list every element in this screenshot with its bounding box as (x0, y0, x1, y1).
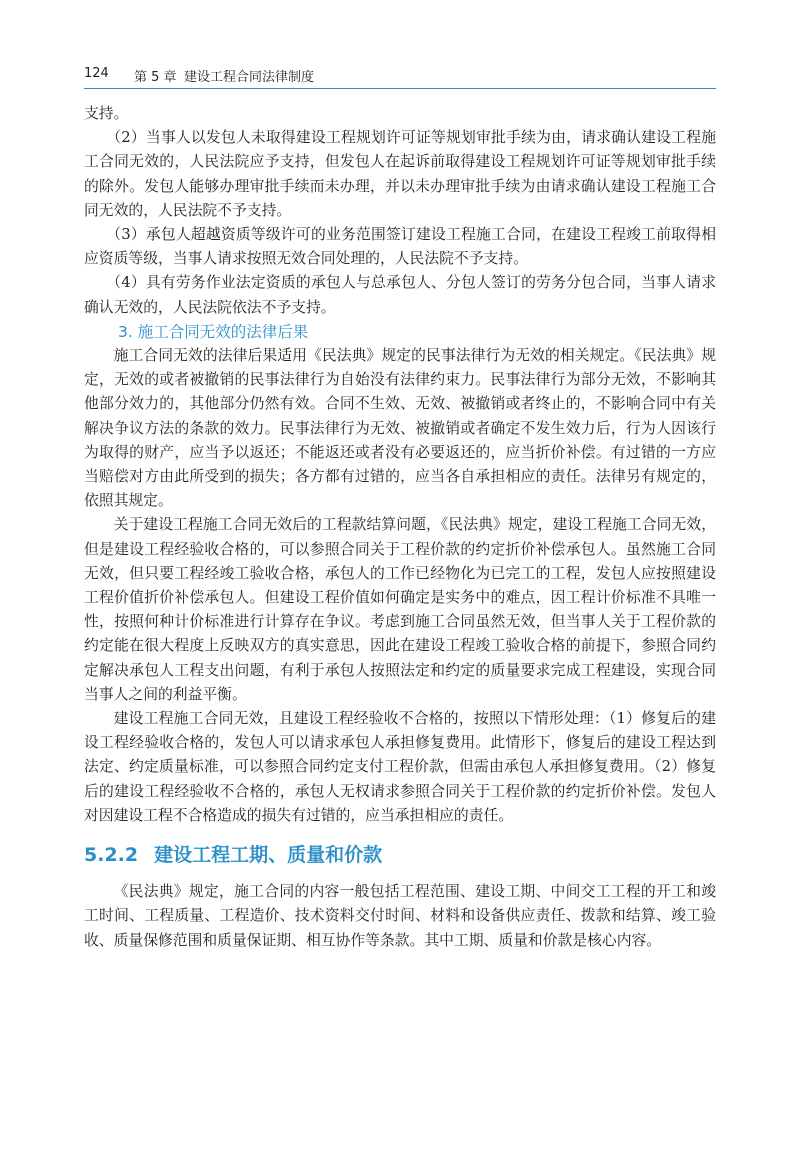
paragraph-unqualified-handling: 建设工程施工合同无效，且建设工程经验收不合格的，按照以下情形处理：（1）修复后的建设工程经验收合格的，发包人可以请求承包人承担修复费用。此情形下，修复后的建设工程达到法定、约定质量标准，可以参照合同约定支付工程价款，但需由承包人承担修复费用。（2）修复后的建设工程经验收不合格的，承包人无权请求参照合同关于工程价款的约定折价补偿。发包人对因建设工程不合格造成的损失有过错的，应当承担相应的责任。 (84, 710, 716, 824)
paragraph-contract-content: 《民法典》规定，施工合同的内容一般包括工程范围、建设工期、中间交工工程的开工和竣工时间、工程质量、工程造价、技术资料交付时间、材料和设备供应责任、拨款和结算、竣工验收、质量保修范围和质量保证期、相互协作等条款。其中工期、质量和价款是核心内容。 (84, 883, 716, 949)
paragraph-item-4: （4）具有劳务作业法定资质的承包人与总承包人、分包人签订的劳务分包合同，当事人请求确认无效的，人民法院依法不予支持。 (84, 274, 716, 316)
subsection-heading: 3. 施工合同无效的法律后果 (118, 322, 309, 341)
section-heading (84, 840, 716, 870)
paragraph-item-2: （2）当事人以发包人未取得建设工程规划许可证等规划审批手续为由，请求确认建设工程施工合同无效的，人民法院应予支持，但发包人在起诉前取得建设工程规划许可证等规划审批手续的除外。发包人能够办理审批手续而未办理，并以未办理审批手续为由请求确认建设工程施工合同无效的，人民法院不予支持。 (84, 129, 716, 219)
section-number: 5.2.2 (84, 844, 139, 867)
page-body (84, 102, 716, 953)
chapter-title: 建设工程合同法律制度 (184, 70, 315, 85)
paragraph-legal-consequences: 施工合同无效的法律后果适用《民法典》规定的民事法律行为无效的相关规定。《民法典》规定，无效的或者被撤销的民事法律行为自始没有法律约束力。民事法律行为部分无效，不影响其他部分效力的，其他部分仍然有效。合同不生效、无效、被撤销或者终止的，不影响合同中有关解决争议方法的条款的效力。民事法律行为无效、被撤销或者确定不发生效力后，行为人因该行为取得的财产，应当予以返还；不能返还或者没有必要返还的，应当折价补偿。有过错的一方应当赔偿对方由此所受到的损失；各方都有过错的，应当各自承担相应的责任。法律另有规定的，依照其规定。 (84, 347, 716, 510)
paragraph-settlement: 关于建设工程施工合同无效后的工程款结算问题，《民法典》规定，建设工程施工合同无效，但是建设工程经验收合格的，可以参照合同关于工程价款的约定折价补偿承包人。虽然施工合同无效，但只要工程经竣工验收合格，承包人的工作已经物化为已完工的工程，发包人应按照建设工程价值折价补偿承包人。但建设工程价值如何确定是实务中的难点，因工程计价标准不具唯一性，按照何种计价标准进行计算存在争议。考虑到施工合同虽然无效，但当事人关于工程价款的约定能在很大程度上反映双方的真实意思，因此在建设工程竣工验收合格的前提下，参照合同约定解决承包人工程支出问题，有利于承包人按照法定和约定的质量要求完成工程建设，实现合同当事人之间的利益平衡。 (84, 516, 716, 703)
page-number: 124 (84, 66, 109, 81)
page-header (84, 62, 716, 89)
paragraph-item-3: （3）承包人超越资质等级许可的业务范围签订建设工程施工合同，在建设工程竣工前取得相应资质等级，当事人请求按照无效合同处理的，人民法院不予支持。 (84, 226, 716, 268)
paragraph-continuation: 支持。 (84, 105, 129, 122)
section-title: 建设工程工期、质量和价款 (154, 844, 383, 867)
chapter-number: 第 5 章 (134, 70, 177, 85)
